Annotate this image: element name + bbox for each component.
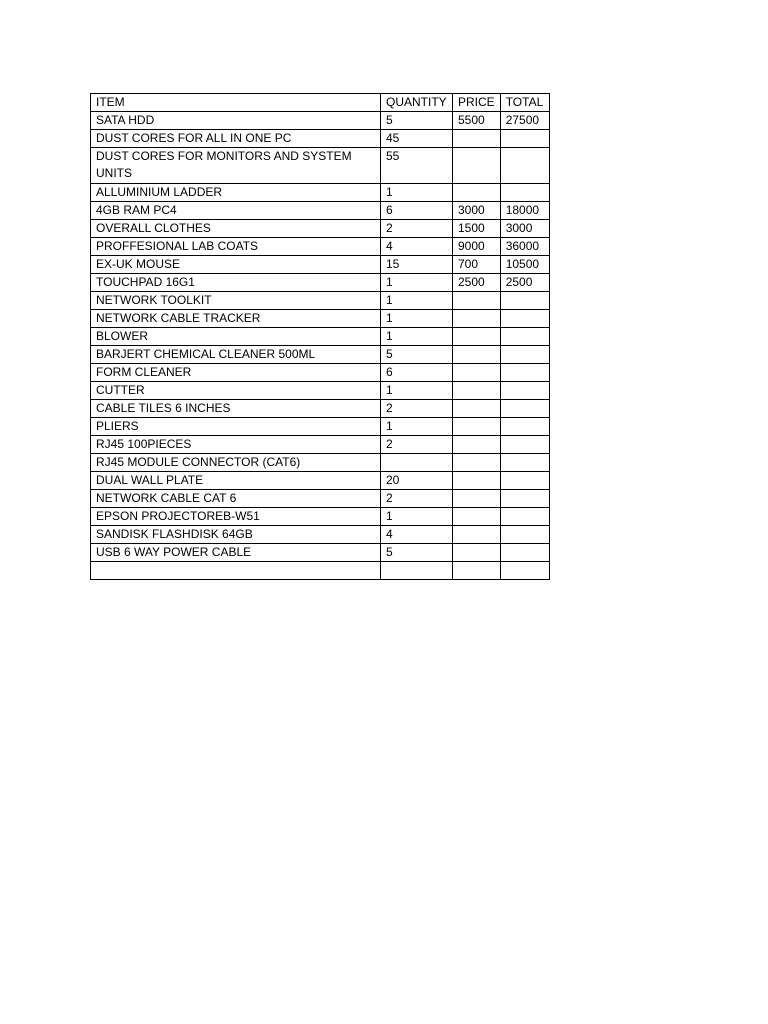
cell-quantity: 2 bbox=[381, 220, 453, 238]
cell-quantity: 5 bbox=[381, 544, 453, 562]
cell-item: RJ45 MODULE CONNECTOR (CAT6) bbox=[91, 454, 381, 472]
cell-price bbox=[453, 328, 501, 346]
cell-total bbox=[500, 328, 549, 346]
table-header-row bbox=[91, 94, 550, 112]
cell-price bbox=[453, 454, 501, 472]
cell-quantity: 1 bbox=[381, 508, 453, 526]
table-row bbox=[91, 526, 550, 544]
cell-item: DUST CORES FOR ALL IN ONE PC bbox=[91, 130, 381, 148]
cell-price bbox=[453, 310, 501, 328]
cell-total bbox=[500, 382, 549, 400]
header-price: PRICE bbox=[453, 94, 501, 112]
cell-price bbox=[453, 418, 501, 436]
cell-price: 1500 bbox=[453, 220, 501, 238]
cell-total bbox=[500, 148, 549, 184]
cell-quantity: 1 bbox=[381, 310, 453, 328]
table-row bbox=[91, 238, 550, 256]
cell-price bbox=[453, 526, 501, 544]
cell-item: SATA HDD bbox=[91, 112, 381, 130]
cell-total bbox=[500, 508, 549, 526]
cell-quantity: 5 bbox=[381, 346, 453, 364]
cell-total bbox=[500, 454, 549, 472]
table-row bbox=[91, 148, 550, 184]
cell-item: DUST CORES FOR MONITORS AND SYSTEM UNITS bbox=[91, 148, 381, 184]
cell-item: USB 6 WAY POWER CABLE bbox=[91, 544, 381, 562]
cell-item: SANDISK FLASHDISK 64GB bbox=[91, 526, 381, 544]
items-table bbox=[90, 93, 550, 580]
cell-total bbox=[500, 544, 549, 562]
cell-quantity: 1 bbox=[381, 382, 453, 400]
cell-item: FORM CLEANER bbox=[91, 364, 381, 382]
cell-price: 700 bbox=[453, 256, 501, 274]
cell-item: CUTTER bbox=[91, 382, 381, 400]
cell-total bbox=[500, 292, 549, 310]
cell-total bbox=[500, 436, 549, 454]
cell-price bbox=[453, 490, 501, 508]
header-total: TOTAL bbox=[500, 94, 549, 112]
cell-total: 36000 bbox=[500, 238, 549, 256]
table-row bbox=[91, 256, 550, 274]
table-row bbox=[91, 436, 550, 454]
cell-price bbox=[453, 292, 501, 310]
cell-quantity: 2 bbox=[381, 436, 453, 454]
table-row bbox=[91, 490, 550, 508]
cell-total: 2500 bbox=[500, 274, 549, 292]
cell-price bbox=[453, 436, 501, 454]
document-page bbox=[90, 93, 550, 580]
cell-quantity: 45 bbox=[381, 130, 453, 148]
cell-total: 10500 bbox=[500, 256, 549, 274]
cell-quantity: 15 bbox=[381, 256, 453, 274]
cell-item: PROFFESIONAL LAB COATS bbox=[91, 238, 381, 256]
table-row bbox=[91, 508, 550, 526]
table-row bbox=[91, 346, 550, 364]
cell-price: 9000 bbox=[453, 238, 501, 256]
cell-item: CABLE TILES 6 INCHES bbox=[91, 400, 381, 418]
cell-total bbox=[500, 526, 549, 544]
cell-price bbox=[453, 472, 501, 490]
cell-total bbox=[500, 472, 549, 490]
cell-price: 3000 bbox=[453, 202, 501, 220]
cell-total bbox=[500, 418, 549, 436]
cell-price bbox=[453, 364, 501, 382]
cell-item: DUAL WALL PLATE bbox=[91, 472, 381, 490]
table-row bbox=[91, 382, 550, 400]
table-row bbox=[91, 220, 550, 238]
table-row bbox=[91, 184, 550, 202]
table-row bbox=[91, 400, 550, 418]
table-row bbox=[91, 274, 550, 292]
cell-item: 4GB RAM PC4 bbox=[91, 202, 381, 220]
cell-price bbox=[453, 382, 501, 400]
table-row bbox=[91, 310, 550, 328]
cell-total: 18000 bbox=[500, 202, 549, 220]
cell-item: RJ45 100PIECES bbox=[91, 436, 381, 454]
cell-quantity: 1 bbox=[381, 328, 453, 346]
cell-total bbox=[500, 562, 549, 580]
cell-price bbox=[453, 400, 501, 418]
cell-quantity: 4 bbox=[381, 526, 453, 544]
cell-item: PLIERS bbox=[91, 418, 381, 436]
cell-quantity: 1 bbox=[381, 418, 453, 436]
table-row-empty bbox=[91, 562, 550, 580]
cell-total bbox=[500, 130, 549, 148]
cell-total bbox=[500, 310, 549, 328]
cell-total bbox=[500, 364, 549, 382]
cell-price: 5500 bbox=[453, 112, 501, 130]
cell-price bbox=[453, 544, 501, 562]
cell-quantity: 6 bbox=[381, 364, 453, 382]
cell-quantity: 1 bbox=[381, 274, 453, 292]
cell-price bbox=[453, 184, 501, 202]
cell-quantity: 1 bbox=[381, 184, 453, 202]
cell-total bbox=[500, 490, 549, 508]
table-row bbox=[91, 202, 550, 220]
cell-total: 3000 bbox=[500, 220, 549, 238]
cell-quantity: 5 bbox=[381, 112, 453, 130]
cell-total bbox=[500, 346, 549, 364]
cell-price bbox=[453, 508, 501, 526]
table-row bbox=[91, 130, 550, 148]
cell-item: NETWORK CABLE CAT 6 bbox=[91, 490, 381, 508]
header-quantity: QUANTITY bbox=[381, 94, 453, 112]
cell-total bbox=[500, 184, 549, 202]
cell-item: EX-UK MOUSE bbox=[91, 256, 381, 274]
cell-item: BLOWER bbox=[91, 328, 381, 346]
cell-quantity: 2 bbox=[381, 490, 453, 508]
header-item: ITEM bbox=[91, 94, 381, 112]
cell-quantity: 55 bbox=[381, 148, 453, 184]
table-row bbox=[91, 328, 550, 346]
cell-item: ALLUMINIUM LADDER bbox=[91, 184, 381, 202]
cell-price bbox=[453, 148, 501, 184]
cell-item: NETWORK TOOLKIT bbox=[91, 292, 381, 310]
table-row bbox=[91, 112, 550, 130]
table-row bbox=[91, 292, 550, 310]
cell-item: NETWORK CABLE TRACKER bbox=[91, 310, 381, 328]
table-row bbox=[91, 418, 550, 436]
cell-price: 2500 bbox=[453, 274, 501, 292]
cell-item bbox=[91, 562, 381, 580]
cell-quantity bbox=[381, 454, 453, 472]
table-row bbox=[91, 472, 550, 490]
cell-quantity: 20 bbox=[381, 472, 453, 490]
cell-item: EPSON PROJECTOREB-W51 bbox=[91, 508, 381, 526]
cell-item: BARJERT CHEMICAL CLEANER 500ML bbox=[91, 346, 381, 364]
cell-price bbox=[453, 346, 501, 364]
cell-total: 27500 bbox=[500, 112, 549, 130]
cell-item: OVERALL CLOTHES bbox=[91, 220, 381, 238]
cell-price bbox=[453, 562, 501, 580]
cell-price bbox=[453, 130, 501, 148]
table-row bbox=[91, 544, 550, 562]
cell-quantity: 6 bbox=[381, 202, 453, 220]
cell-total bbox=[500, 400, 549, 418]
cell-quantity: 4 bbox=[381, 238, 453, 256]
cell-quantity: 1 bbox=[381, 292, 453, 310]
cell-quantity: 2 bbox=[381, 400, 453, 418]
table-row bbox=[91, 454, 550, 472]
cell-item: TOUCHPAD 16G1 bbox=[91, 274, 381, 292]
cell-quantity bbox=[381, 562, 453, 580]
table-row bbox=[91, 364, 550, 382]
